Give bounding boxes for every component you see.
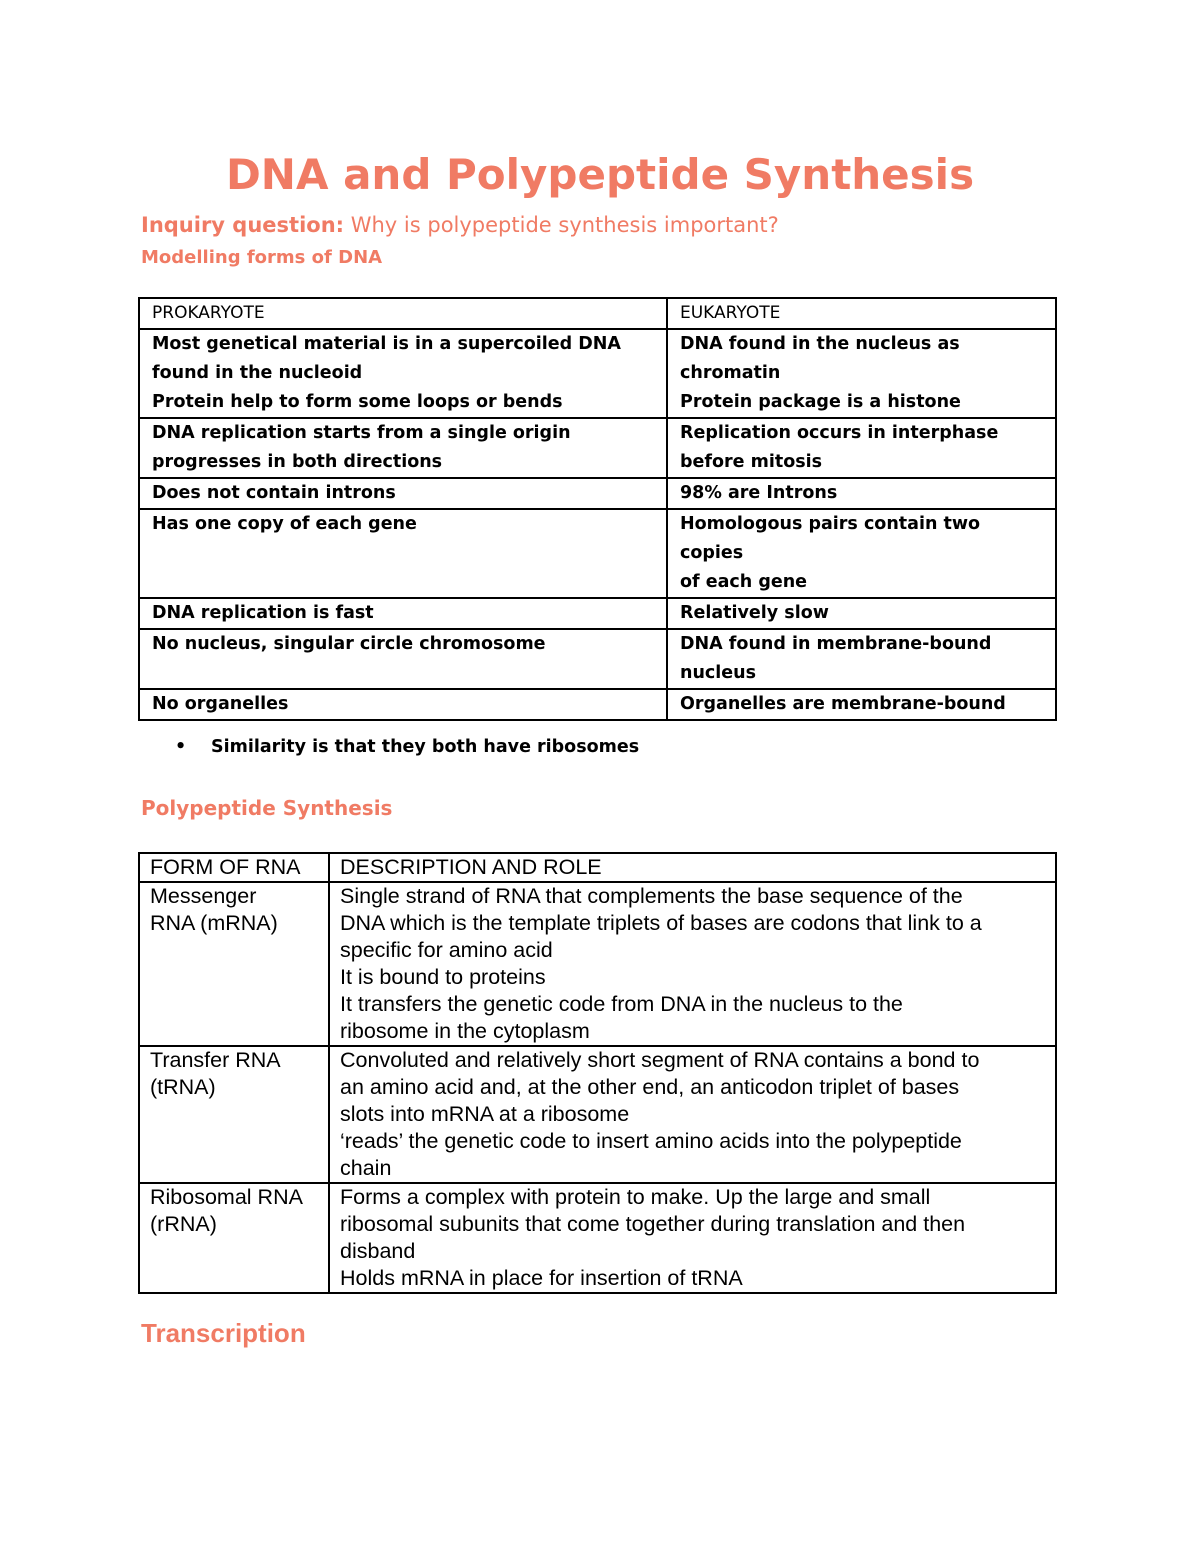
prokaryote-cell	[139, 329, 667, 418]
header-form-of-rna: FORM OF RNA	[139, 853, 329, 882]
prokaryote-cell	[139, 689, 667, 720]
cell-line: Homologous pairs contain two copies	[680, 514, 981, 563]
table-header-row	[139, 853, 1056, 882]
cell-line: ‘reads’ the genetic code to insert amino acids into the polypeptide	[340, 1129, 962, 1153]
rna-form-cell	[139, 1183, 329, 1293]
prokaryote-cell	[139, 509, 667, 598]
rna-form-cell	[139, 1046, 329, 1183]
header-eukaryote: EUKARYOTE	[667, 298, 1056, 329]
table-row	[139, 418, 1056, 478]
table-row	[139, 478, 1056, 509]
prokaryote-cell	[139, 418, 667, 478]
table-row	[139, 1046, 1056, 1183]
cell-line: No nucleus, singular circle chromosome	[152, 634, 546, 654]
eukaryote-cell	[667, 509, 1056, 598]
table-row	[139, 598, 1056, 629]
rna-forms-table	[138, 852, 1057, 1294]
table-header-row	[139, 298, 1056, 329]
rna-description-cell	[329, 882, 1056, 1046]
table-row	[139, 509, 1056, 598]
eukaryote-cell	[667, 329, 1056, 418]
prokaryote-cell	[139, 629, 667, 689]
cell-line: ribosome in the cytoplasm	[340, 1019, 590, 1043]
cell-line: DNA which is the template triplets of bases are codons that link to a	[340, 911, 982, 935]
cell-line: an amino acid and, at the other end, an anticodon triplet of bases	[340, 1075, 960, 1099]
cell-line: (rRNA)	[150, 1212, 217, 1236]
cell-line: (tRNA)	[150, 1075, 216, 1099]
header-prokaryote: PROKARYOTE	[139, 298, 667, 329]
cell-line: It is bound to proteins	[340, 965, 546, 989]
inquiry-label: Inquiry question:	[141, 213, 345, 237]
cell-line: Organelles are membrane-bound	[680, 694, 1006, 714]
cell-line: specific for amino acid	[340, 938, 553, 962]
prokaryote-cell	[139, 598, 667, 629]
section-heading-polypeptide: Polypeptide Synthesis	[141, 796, 393, 820]
cell-line: chromatin	[680, 363, 781, 383]
bullet-text: Similarity is that they both have ribosomes	[211, 737, 640, 757]
rna-description-cell	[329, 1046, 1056, 1183]
cell-line: Replication occurs in interphase	[680, 423, 999, 443]
cell-line: before mitosis	[680, 452, 823, 472]
cell-line: Convoluted and relatively short segment of RNA contains a bond to	[340, 1048, 980, 1072]
cell-line: Protein package is a histone	[680, 392, 961, 412]
table-row	[139, 629, 1056, 689]
cell-line: DNA replication is fast	[152, 603, 374, 623]
cell-line: disband	[340, 1239, 416, 1263]
cell-line: Forms a complex with protein to make. Up the large and small	[340, 1185, 931, 1209]
table-row	[139, 882, 1056, 1046]
inquiry-question	[141, 213, 779, 237]
dna-comparison-table	[138, 297, 1057, 721]
eukaryote-cell	[667, 478, 1056, 509]
cell-line: 98% are Introns	[680, 483, 838, 503]
eukaryote-cell	[667, 598, 1056, 629]
cell-line: DNA replication starts from a single origin	[152, 423, 571, 443]
cell-line: Ribosomal RNA	[150, 1185, 303, 1209]
eukaryote-cell	[667, 689, 1056, 720]
section-heading-modelling: Modelling forms of DNA	[141, 247, 383, 268]
cell-line: It transfers the genetic code from DNA in the nucleus to the	[340, 992, 903, 1016]
cell-line: of each gene	[680, 572, 808, 592]
page-title: DNA and Polypeptide Synthesis	[225, 150, 975, 199]
cell-line: Protein help to form some loops or bends	[152, 392, 563, 412]
inquiry-text: Why is polypeptide synthesis important?	[350, 213, 779, 237]
cell-line: DNA found in membrane-bound	[680, 634, 992, 654]
cell-line: Relatively slow	[680, 603, 829, 623]
cell-line: nucleus	[680, 663, 757, 683]
similarity-bullet	[175, 737, 639, 757]
cell-line: progresses in both directions	[152, 452, 443, 472]
rna-form-cell	[139, 882, 329, 1046]
cell-line: ribosomal subunits that come together during translation and then	[340, 1212, 966, 1236]
cell-line: Does not contain introns	[152, 483, 396, 503]
table-row	[139, 1183, 1056, 1293]
cell-line: DNA found in the nucleus as	[680, 334, 960, 354]
rna-description-cell	[329, 1183, 1056, 1293]
cell-line: No organelles	[152, 694, 289, 714]
cell-line: Has one copy of each gene	[152, 514, 417, 534]
table-row	[139, 329, 1056, 418]
cell-line: RNA (mRNA)	[150, 911, 278, 935]
bullet-icon: •	[175, 737, 187, 757]
cell-line: Holds mRNA in place for insertion of tRNA	[340, 1266, 743, 1290]
cell-line: Most genetical material is in a supercoiled DNA	[152, 334, 621, 354]
cell-line: chain	[340, 1156, 392, 1180]
eukaryote-cell	[667, 418, 1056, 478]
eukaryote-cell	[667, 629, 1056, 689]
cell-line: Messenger	[150, 884, 257, 908]
table-row	[139, 689, 1056, 720]
prokaryote-cell	[139, 478, 667, 509]
cell-line: found in the nucleoid	[152, 363, 363, 383]
section-heading-transcription: Transcription	[141, 1318, 306, 1348]
cell-line: Single strand of RNA that complements the base sequence of the	[340, 884, 963, 908]
header-description-role: DESCRIPTION AND ROLE	[329, 853, 1056, 882]
cell-line: Transfer RNA	[150, 1048, 281, 1072]
cell-line: slots into mRNA at a ribosome	[340, 1102, 630, 1126]
